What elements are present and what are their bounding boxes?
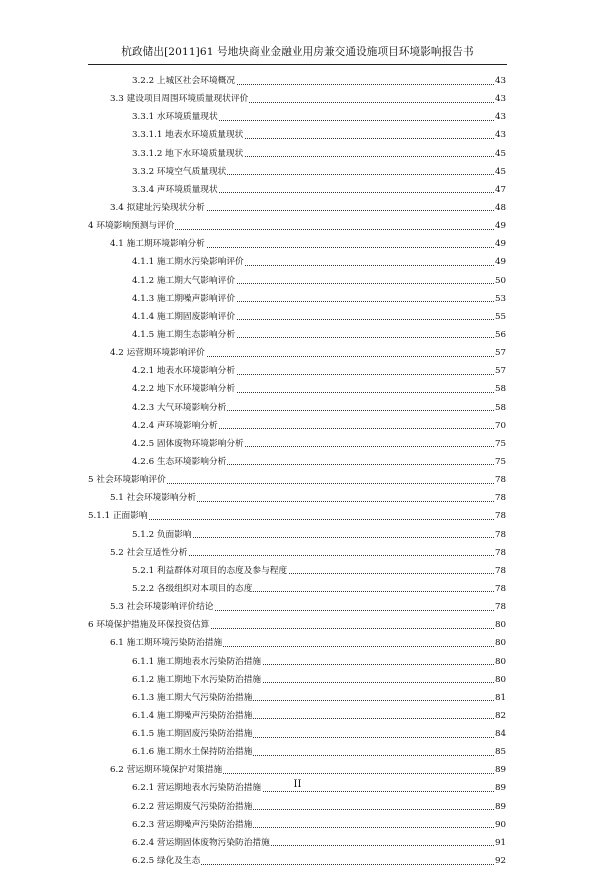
toc-entry-label: 5.2.2 各级组织对本项目的态度 xyxy=(132,580,253,598)
toc-entry-label: 6.1.2 施工期地下水污染防治措施 xyxy=(132,671,262,689)
toc-entry[interactable] xyxy=(88,181,506,199)
toc-entry[interactable] xyxy=(88,707,506,725)
toc-entry-label: 6.2 营运期环境保护对策措施 xyxy=(110,761,223,779)
toc-entry-label: 4 环境影响预测与评价 xyxy=(88,217,175,235)
toc-entry-page: 43 xyxy=(494,108,506,126)
toc-entry[interactable] xyxy=(88,798,506,816)
toc-entry-page: 45 xyxy=(494,145,506,163)
toc-entry-label: 5.2 社会互适性分析 xyxy=(110,544,188,562)
toc-entry-label: 4.1 施工期环境影响分析 xyxy=(110,235,206,253)
toc-entry-page: 49 xyxy=(494,235,506,253)
toc-entry-label: 6.1.1 施工期地表水污染防治措施 xyxy=(132,653,262,671)
toc-entry[interactable] xyxy=(88,598,506,616)
toc-entry-label: 5.1.2 负面影响 xyxy=(132,526,193,544)
toc-entry-page: 92 xyxy=(494,852,506,870)
toc-entry-page: 80 xyxy=(494,671,506,689)
toc-entry-page: 57 xyxy=(494,344,506,362)
toc-entry[interactable] xyxy=(88,435,506,453)
toc-entry-label: 6.1 施工期环境污染防治措施 xyxy=(110,634,223,652)
toc-entry[interactable] xyxy=(88,272,506,290)
toc-entry-page: 49 xyxy=(494,253,506,271)
toc-entry[interactable] xyxy=(88,362,506,380)
toc-entry-page: 56 xyxy=(494,326,506,344)
toc-entry-label: 6.2.5 绿化及生态 xyxy=(132,852,201,870)
toc-entry[interactable] xyxy=(88,453,506,471)
toc-dot-leader xyxy=(88,519,496,520)
toc-entry-label: 5.1 社会环境影响分析 xyxy=(110,489,197,507)
toc-entry[interactable] xyxy=(88,725,506,743)
toc-entry[interactable] xyxy=(88,344,506,362)
toc-entry[interactable] xyxy=(88,417,506,435)
toc-entry-page: 50 xyxy=(494,272,506,290)
toc-entry-label: 4.1.4 施工期固废影响评价 xyxy=(132,308,236,326)
toc-entry-page: 81 xyxy=(494,689,506,707)
toc-entry[interactable] xyxy=(88,580,506,598)
toc-entry-label: 4.1.3 施工期噪声影响评价 xyxy=(132,290,236,308)
toc-entry-page: 80 xyxy=(494,653,506,671)
toc-entry-page: 78 xyxy=(494,471,506,489)
toc-entry[interactable] xyxy=(88,163,506,181)
toc-entry-page: 58 xyxy=(494,399,506,417)
toc-entry-page: 57 xyxy=(494,362,506,380)
toc-entry-label: 3.3.1.1 地表水环境质量现状 xyxy=(132,126,244,144)
toc-entry-page: 78 xyxy=(494,507,506,525)
toc-entry[interactable] xyxy=(88,471,506,489)
toc-entry-label: 3.2.2 上城区社会环境概况 xyxy=(132,72,236,90)
toc-entry[interactable] xyxy=(88,671,506,689)
toc-entry[interactable] xyxy=(88,526,506,544)
toc-entry[interactable] xyxy=(88,217,506,235)
toc-entry-label: 6.1.3 施工期大气污染防治措施 xyxy=(132,689,253,707)
toc-entry-page: 78 xyxy=(494,489,506,507)
document-header xyxy=(88,42,507,65)
toc-entry-page: 82 xyxy=(494,707,506,725)
toc-entry-page: 78 xyxy=(494,526,506,544)
toc-entry-page: 85 xyxy=(494,743,506,761)
toc-entry[interactable] xyxy=(88,145,506,163)
toc-entry-page: 91 xyxy=(494,834,506,852)
toc-entry[interactable] xyxy=(88,308,506,326)
toc-entry-page: 43 xyxy=(494,90,506,108)
toc-entry[interactable] xyxy=(88,834,506,852)
toc-entry[interactable] xyxy=(88,544,506,562)
toc-entry[interactable] xyxy=(88,199,506,217)
toc-entry-page: 78 xyxy=(494,598,506,616)
toc-entry-label: 4.2.6 生态环境影响分析 xyxy=(132,453,227,471)
toc-entry-label: 5.1.1 正面影响 xyxy=(88,507,149,525)
toc-entry-label: 6.1.4 施工期噪声污染防治措施 xyxy=(132,707,253,725)
toc-entry[interactable] xyxy=(88,290,506,308)
toc-entry-page: 80 xyxy=(494,634,506,652)
toc-entry-label: 3.3.1 水环境质量现状 xyxy=(132,108,219,126)
toc-entry[interactable] xyxy=(88,235,506,253)
toc-entry-page: 48 xyxy=(494,199,506,217)
toc-entry-page: 80 xyxy=(494,616,506,634)
toc-entry-page: 90 xyxy=(494,816,506,834)
toc-entry[interactable] xyxy=(88,816,506,834)
toc-entry-label: 4.2.1 地表水环境影响分析 xyxy=(132,362,236,380)
toc-entry[interactable] xyxy=(88,562,506,580)
toc-entry[interactable] xyxy=(88,108,506,126)
toc-entry-label: 4.1.1 施工期水污染影响评价 xyxy=(132,253,245,271)
toc-entry-label: 5.3 社会环境影响评价结论 xyxy=(110,598,214,616)
toc-entry[interactable] xyxy=(88,489,506,507)
toc-entry-label: 6 环境保护措施及环保投资估算 xyxy=(88,616,210,634)
toc-entry-page: 89 xyxy=(494,798,506,816)
toc-entry-label: 4.1.5 施工期生态影响分析 xyxy=(132,326,236,344)
toc-entry[interactable] xyxy=(88,72,506,90)
toc-entry-label: 4.2.5 固体废物环境影响分析 xyxy=(132,435,245,453)
toc-entry[interactable] xyxy=(88,126,506,144)
toc-entry[interactable] xyxy=(88,616,506,634)
toc-entry-label: 4.2 运营期环境影响评价 xyxy=(110,344,206,362)
toc-entry-label: 3.3.4 声环境质量现状 xyxy=(132,181,219,199)
toc-entry-page: 47 xyxy=(494,181,506,199)
toc-entry[interactable] xyxy=(88,689,506,707)
toc-entry-label: 3.3 建设项目周围环境质量现状评价 xyxy=(110,90,249,108)
toc-entry-page: 43 xyxy=(494,72,506,90)
toc-entry[interactable] xyxy=(88,852,506,870)
toc-entry-label: 6.1.6 施工期水土保持防治措施 xyxy=(132,743,253,761)
toc-entry-page: 75 xyxy=(494,435,506,453)
toc-entry-label: 6.1.5 施工期固废污染防治措施 xyxy=(132,725,253,743)
toc-entry-label: 4.2.3 大气环境影响分析 xyxy=(132,399,227,417)
toc-entry-page: 55 xyxy=(494,308,506,326)
toc-entry-label: 6.2.4 营运期固体废物污染防治措施 xyxy=(132,834,271,852)
toc-entry-label: 6.2.3 营运期噪声污染防治措施 xyxy=(132,816,253,834)
toc-entry-label: 3.4 拟建址污染现状分析 xyxy=(110,199,206,217)
toc-entry-page: 43 xyxy=(494,126,506,144)
toc-entry-label: 4.2.4 声环境影响分析 xyxy=(132,417,219,435)
toc-entry-page: 70 xyxy=(494,417,506,435)
toc-entry-label: 5 社会环境影响评价 xyxy=(88,471,167,489)
toc-entry-label: 4.1.2 施工期大气影响评价 xyxy=(132,272,236,290)
toc-entry-label: 4.2.2 地下水环境影响分析 xyxy=(132,380,236,398)
toc-entry-page: 45 xyxy=(494,163,506,181)
toc-entry-label: 5.2.1 利益群体对项目的态度及参与程度 xyxy=(132,562,288,580)
toc-entry-page: 58 xyxy=(494,380,506,398)
page-number: II xyxy=(293,779,302,790)
toc-entry-page: 84 xyxy=(494,725,506,743)
toc-entry[interactable] xyxy=(88,743,506,761)
toc-entry-label: 3.3.2 环境空气质量现状 xyxy=(132,163,227,181)
toc-entry[interactable] xyxy=(88,507,506,525)
toc-entry[interactable] xyxy=(88,634,506,652)
toc-entry-page: 75 xyxy=(494,453,506,471)
toc-entry[interactable] xyxy=(88,326,506,344)
toc-entry[interactable] xyxy=(88,399,506,417)
toc-entry-page: 89 xyxy=(494,779,506,797)
table-of-contents xyxy=(88,72,506,870)
toc-entry[interactable] xyxy=(88,653,506,671)
toc-entry[interactable] xyxy=(88,380,506,398)
toc-entry-page: 78 xyxy=(494,580,506,598)
toc-entry-label: 3.3.1.2 地下水环境质量现状 xyxy=(132,145,244,163)
toc-entry[interactable] xyxy=(88,90,506,108)
toc-entry-label: 6.2.2 营运期废气污染防治措施 xyxy=(132,798,253,816)
toc-entry-page: 89 xyxy=(494,761,506,779)
toc-entry[interactable] xyxy=(88,253,506,271)
toc-entry-page: 78 xyxy=(494,562,506,580)
toc-entry-page: 53 xyxy=(494,290,506,308)
toc-entry-label: 6.2.1 营运期地表水污染防治措施 xyxy=(132,779,262,797)
toc-entry-page: 78 xyxy=(494,544,506,562)
toc-entry-page: 49 xyxy=(494,217,506,235)
toc-entry[interactable] xyxy=(88,761,506,779)
header-title: 杭政储出[2011]61 号地块商业金融业用房兼交通设施项目环境影响报告书 xyxy=(121,46,474,58)
